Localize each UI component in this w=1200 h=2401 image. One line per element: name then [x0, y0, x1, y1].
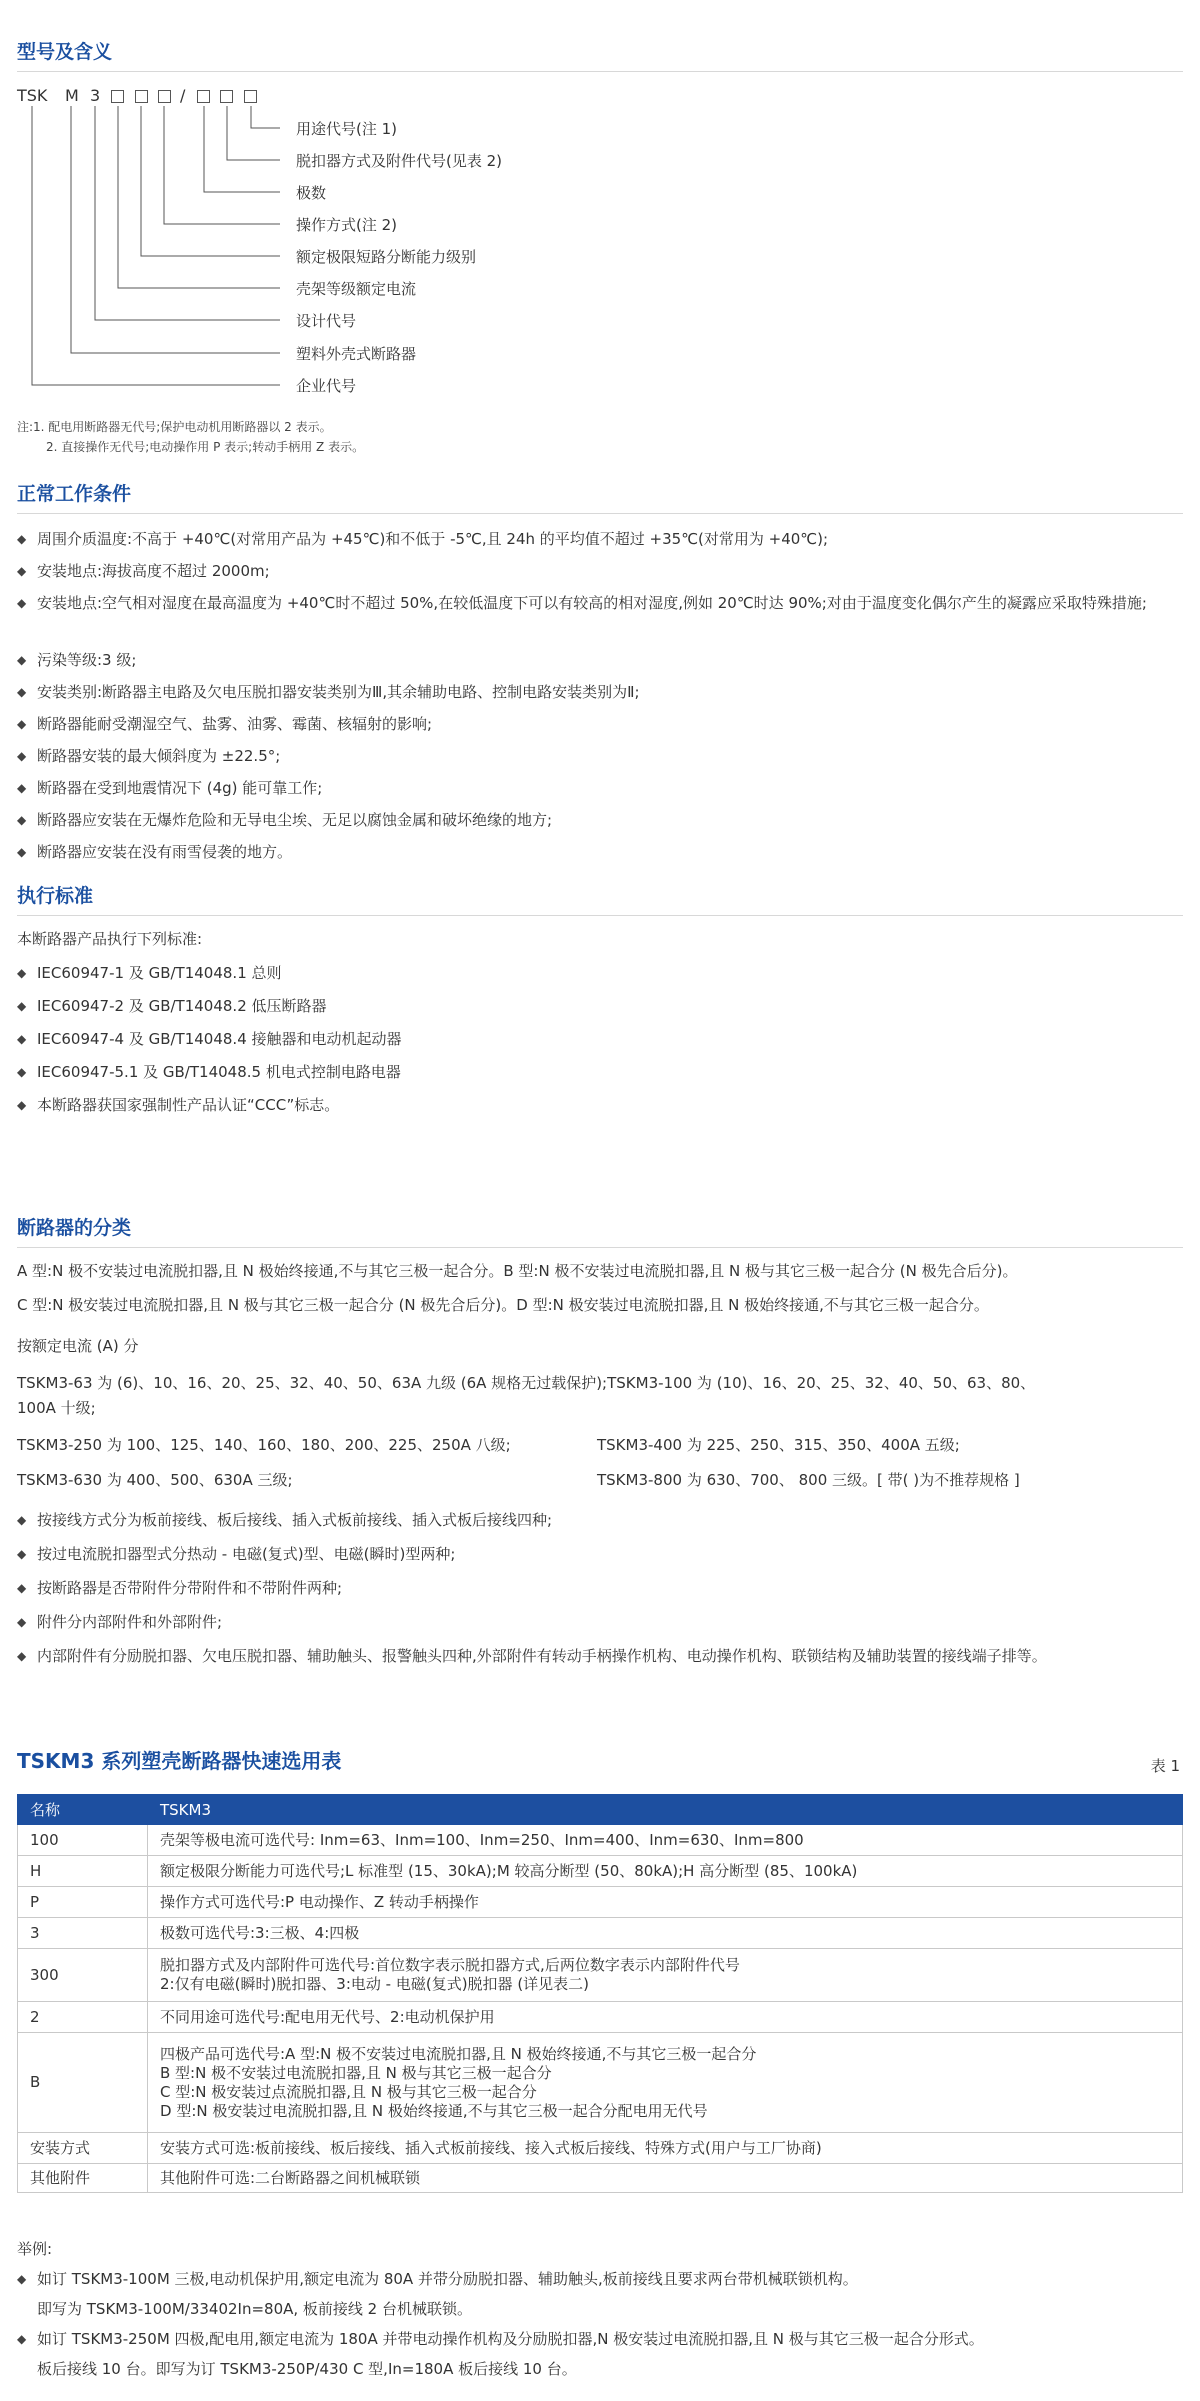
table-cell-key: P — [18, 1887, 148, 1918]
table-row — [18, 1856, 1183, 1887]
bullet-icon: ◆ — [17, 685, 27, 699]
table-cell-value: 壳架等极电流可选代号: Inm=63、Inm=100、Inm=250、Inm=400、Inm=630、Inm=800 — [148, 1825, 1183, 1856]
list-item: ◆ 污染等级:3 级; — [17, 647, 1187, 673]
bullet-icon: ◆ — [17, 749, 27, 763]
bullet-icon: ◆ — [17, 653, 27, 667]
table-row — [18, 2002, 1183, 2033]
bullet-icon: ◆ — [17, 717, 27, 731]
class-line: 100A 十级; — [17, 1399, 96, 1417]
table-cell-key: 其他附件 — [18, 2164, 148, 2193]
section-title-model: 型号及含义 — [17, 41, 113, 63]
note-2: 2. 直接操作无代号;电动操作用 P 表示;转动手柄用 Z 表示。 — [46, 440, 365, 454]
list-item: ◆ IEC60947-5.1 及 GB/T14048.5 机电式控制电路电器 — [17, 1059, 1187, 1085]
table-row — [18, 1887, 1183, 1918]
bullet-icon: ◆ — [17, 2272, 27, 2286]
list-item: ◆ 安装地点:空气相对湿度在最高温度为 +40℃时不超过 50%,在较低温度下可以有较高的相对湿度,例如 20℃时达 90%;对由于温度变化偶尔产生的凝露应采取特殊措施; — [17, 590, 1187, 616]
bullet-icon: ◆ — [17, 596, 27, 610]
table-row — [18, 1825, 1183, 1856]
bullet-icon: ◆ — [17, 1615, 27, 1629]
divider — [17, 513, 1183, 514]
list-item: ◆ 断路器能耐受潮湿空气、盐雾、油雾、霉菌、核辐射的影响; — [17, 711, 1187, 737]
cell-line: 四极产品可选代号:A 型:N 极不安装过电流脱扣器,且 N 极始终接通,不与其它三极一起合分 — [160, 2044, 757, 2063]
class-line: TSKM3-630 为 400、500、630A 三级; — [17, 1471, 293, 1489]
list-item: ◆ 安装类别:断路器主电路及欠电压脱扣器安装类别为Ⅲ,其余辅助电路、控制电路安装类别为Ⅱ; — [17, 679, 1187, 705]
table-cell-key: H — [18, 1856, 148, 1887]
class-line: 按额定电流 (A) 分 — [17, 1337, 139, 1355]
cell-line: D 型:N 极安装过电流脱扣器,且 N 极始终接通,不与其它三极一起合分配电用无代号 — [160, 2101, 708, 2120]
code-series: M — [65, 86, 79, 105]
list-item: ◆ 断路器在受到地震情况下 (4g) 能可靠工作; — [17, 775, 1187, 801]
table-cell-key: 安装方式 — [18, 2133, 148, 2164]
bullet-icon: ◆ — [17, 2332, 27, 2346]
table-cell-key: 2 — [18, 2002, 148, 2033]
table-cell-key: 100 — [18, 1825, 148, 1856]
list-item: ◆ 按过电流脱扣器型式分热动 - 电磁(复式)型、电磁(瞬时)型两种; — [17, 1541, 1187, 1567]
class-line: A 型:N 极不安装过电流脱扣器,且 N 极始终接通,不与其它三极一起合分。B 型:N 极不安装过电流脱扣器,且 N 极与其它三极一起合分 (N 极先合后分)。 — [17, 1262, 1018, 1280]
table-cell-value: 安装方式可选:板前接线、板后接线、插入式板前接线、接入式板后接线、特殊方式(用户与工厂协商) — [148, 2133, 1183, 2164]
cell-line: B 型:N 极不安装过电流脱扣器,且 N 极与其它三极一起合分 — [160, 2063, 552, 2082]
list-item: ◆ 断路器安装的最大倾斜度为 ±22.5°; — [17, 743, 1187, 769]
bullet-icon: ◆ — [17, 966, 27, 980]
bullet-icon: ◆ — [17, 1032, 27, 1046]
standards-intro: 本断路器产品执行下列标准: — [17, 930, 203, 948]
list-item: ◆ 周围介质温度:不高于 +40℃(对常用产品为 +45℃)和不低于 -5℃,且 24h 的平均值不超过 +35℃(对常用为 +40℃); — [17, 526, 1187, 552]
table-header-row — [18, 1795, 1183, 1825]
code-slash: / — [180, 86, 186, 105]
table-row — [18, 1949, 1183, 2002]
class-line: TSKM3-800 为 630、700、 800 三级。[ 带( )为不推荐规格 ] — [597, 1471, 1020, 1489]
bullet-icon: ◆ — [17, 1547, 27, 1561]
table-cell-key: B — [18, 2033, 148, 2133]
divider — [17, 1247, 1183, 1248]
code-design: 3 — [90, 86, 101, 105]
table-cell-key: 3 — [18, 1918, 148, 1949]
table-cell-value: 操作方式可选代号:P 电动操作、Z 转动手柄操作 — [148, 1887, 1183, 1918]
label-usage: 用途代号(注 1) — [296, 120, 398, 138]
table-row — [18, 2133, 1183, 2164]
bullet-icon: ◆ — [17, 1581, 27, 1595]
list-item: ◆ IEC60947-4 及 GB/T14048.4 接触器和电动机起动器 — [17, 1026, 1187, 1052]
class-line: C 型:N 极安装过电流脱扣器,且 N 极与其它三极一起合分 (N 极先合后分)。D 型:N 极安装过电流脱扣器,且 N 极始终接通,不与其它三极一起合分。 — [17, 1296, 989, 1314]
bullet-icon: ◆ — [17, 1513, 27, 1527]
table-row — [18, 2033, 1183, 2133]
list-item: ◆ 内部附件有分励脱扣器、欠电压脱扣器、辅助触头、报警触头四种,外部附件有转动手柄操作机构、电动操作机构、联锁结构及辅助装置的接线端子排等。 — [17, 1643, 1187, 1669]
bullet-icon: ◆ — [17, 781, 27, 795]
bullet-icon: ◆ — [17, 1098, 27, 1112]
list-item: ◆ 本断路器获国家强制性产品认证“CCC”标志。 — [17, 1092, 1187, 1118]
label-breaking: 额定极限短路分断能力级别 — [296, 248, 477, 266]
table-cell-value: 其他附件可选:二台断路器之间机械联锁 — [148, 2164, 1183, 2193]
cell-line: 2:仅有电磁(瞬时)脱扣器、3:电动 - 电磁(复式)脱扣器 (详见表二) — [160, 1975, 590, 1993]
section-title-standards: 执行标准 — [17, 885, 94, 907]
class-line: TSKM3-63 为 (6)、10、16、20、25、32、40、50、63A 九级 (6A 规格无过载保护);TSKM3-100 为 (10)、16、20、25、32、40、50、63、80、 — [17, 1374, 1036, 1392]
table-row — [18, 1918, 1183, 1949]
list-item: ◆ 断路器应安装在无爆炸危险和无导电尘埃、无足以腐蚀金属和破坏绝缘的地方; — [17, 807, 1187, 833]
example-line: 即写为 TSKM3-100M/33402In=80A, 板前接线 2 台机械联锁。 — [37, 2300, 472, 2318]
label-design: 设计代号 — [296, 312, 357, 330]
note-1: 注:1. 配电用断路器无代号;保护电动机用断路器以 2 表示。 — [17, 420, 332, 434]
table-number: 表 1 — [1150, 1757, 1180, 1775]
list-item: ◆ IEC60947-1 及 GB/T14048.1 总则 — [17, 960, 1187, 986]
bullet-icon: ◆ — [17, 1065, 27, 1079]
label-company: 企业代号 — [296, 377, 357, 395]
table-cell-value: 不同用途可选代号:配电用无代号、2:电动机保护用 — [148, 2002, 1183, 2033]
bullet-icon: ◆ — [17, 845, 27, 859]
table-row — [18, 2164, 1183, 2193]
section-title-table: TSKM3 系列塑壳断路器快速选用表 — [17, 1749, 342, 1773]
label-mccb: 塑料外壳式断路器 — [296, 345, 417, 363]
label-poles: 极数 — [296, 184, 327, 202]
bullet-icon: ◆ — [17, 813, 27, 827]
model-diagram-lines — [0, 0, 1200, 420]
example-item: ◆ 如订 TSKM3-250M 四极,配电用,额定电流为 180A 并带电动操作机构及分励脱扣器,N 极安装过电流脱扣器,且 N 极与其它三极一起合分形式。 — [17, 2326, 1187, 2352]
list-item: ◆ 断路器应安装在没有雨雪侵袭的地方。 — [17, 839, 1187, 865]
list-item: ◆ 按断路器是否带附件分带附件和不带附件两种; — [17, 1575, 1187, 1601]
section-title-class: 断路器的分类 — [17, 1217, 132, 1239]
list-item: ◆ 附件分内部附件和外部附件; — [17, 1609, 1187, 1635]
bullet-icon: ◆ — [17, 532, 27, 546]
label-operation: 操作方式(注 2) — [296, 216, 398, 234]
table-header-cell: TSKM3 — [148, 1795, 1183, 1825]
cell-line: C 型:N 极安装过点流脱扣器,且 N 极与其它三极一起合分 — [160, 2082, 537, 2101]
section-title-conditions: 正常工作条件 — [17, 483, 132, 505]
example-item: ◆ 如订 TSKM3-100M 三极,电动机保护用,额定电流为 80A 并带分励脱扣器、辅助触头,板前接线且要求两台带机械联锁机构。 — [17, 2266, 1187, 2292]
table-cell-value — [148, 2033, 1183, 2133]
example-title: 举例: — [17, 2240, 53, 2258]
bullet-icon: ◆ — [17, 1649, 27, 1663]
bullet-icon: ◆ — [17, 564, 27, 578]
divider — [17, 915, 1183, 916]
class-line: TSKM3-250 为 100、125、140、160、180、200、225、250A 八级; — [17, 1436, 511, 1454]
table-cell-key: 300 — [18, 1949, 148, 2002]
table-cell-value: 极数可选代号:3:三极、4:四极 — [148, 1918, 1183, 1949]
selection-table — [17, 1794, 1183, 2193]
example-line: 板后接线 10 台。即写为订 TSKM3-250P/430 C 型,In=180A 板后接线 10 台。 — [37, 2360, 577, 2378]
table-header-cell: 名称 — [18, 1795, 148, 1825]
class-line: TSKM3-400 为 225、250、315、350、400A 五级; — [597, 1436, 960, 1454]
list-item: ◆ 安装地点:海拔高度不超过 2000m; — [17, 558, 1187, 584]
table-cell-value: 额定极限分断能力可选代号;L 标准型 (15、30kA);M 较高分断型 (50、80kA);H 高分断型 (85、100kA) — [148, 1856, 1183, 1887]
label-release: 脱扣器方式及附件代号(见表 2) — [296, 152, 503, 170]
code-prefix: TSK — [17, 86, 48, 105]
list-item: ◆ 按接线方式分为板前接线、板后接线、插入式板前接线、插入式板后接线四种; — [17, 1507, 1187, 1533]
list-item: ◆ IEC60947-2 及 GB/T14048.2 低压断路器 — [17, 993, 1187, 1019]
bullet-icon: ◆ — [17, 999, 27, 1013]
table-cell-value — [148, 1949, 1183, 2002]
cell-line: 脱扣器方式及内部附件可选代号:首位数字表示脱扣器方式,后两位数字表示内部附件代号 — [160, 1956, 740, 1974]
label-frame: 壳架等级额定电流 — [296, 280, 417, 298]
